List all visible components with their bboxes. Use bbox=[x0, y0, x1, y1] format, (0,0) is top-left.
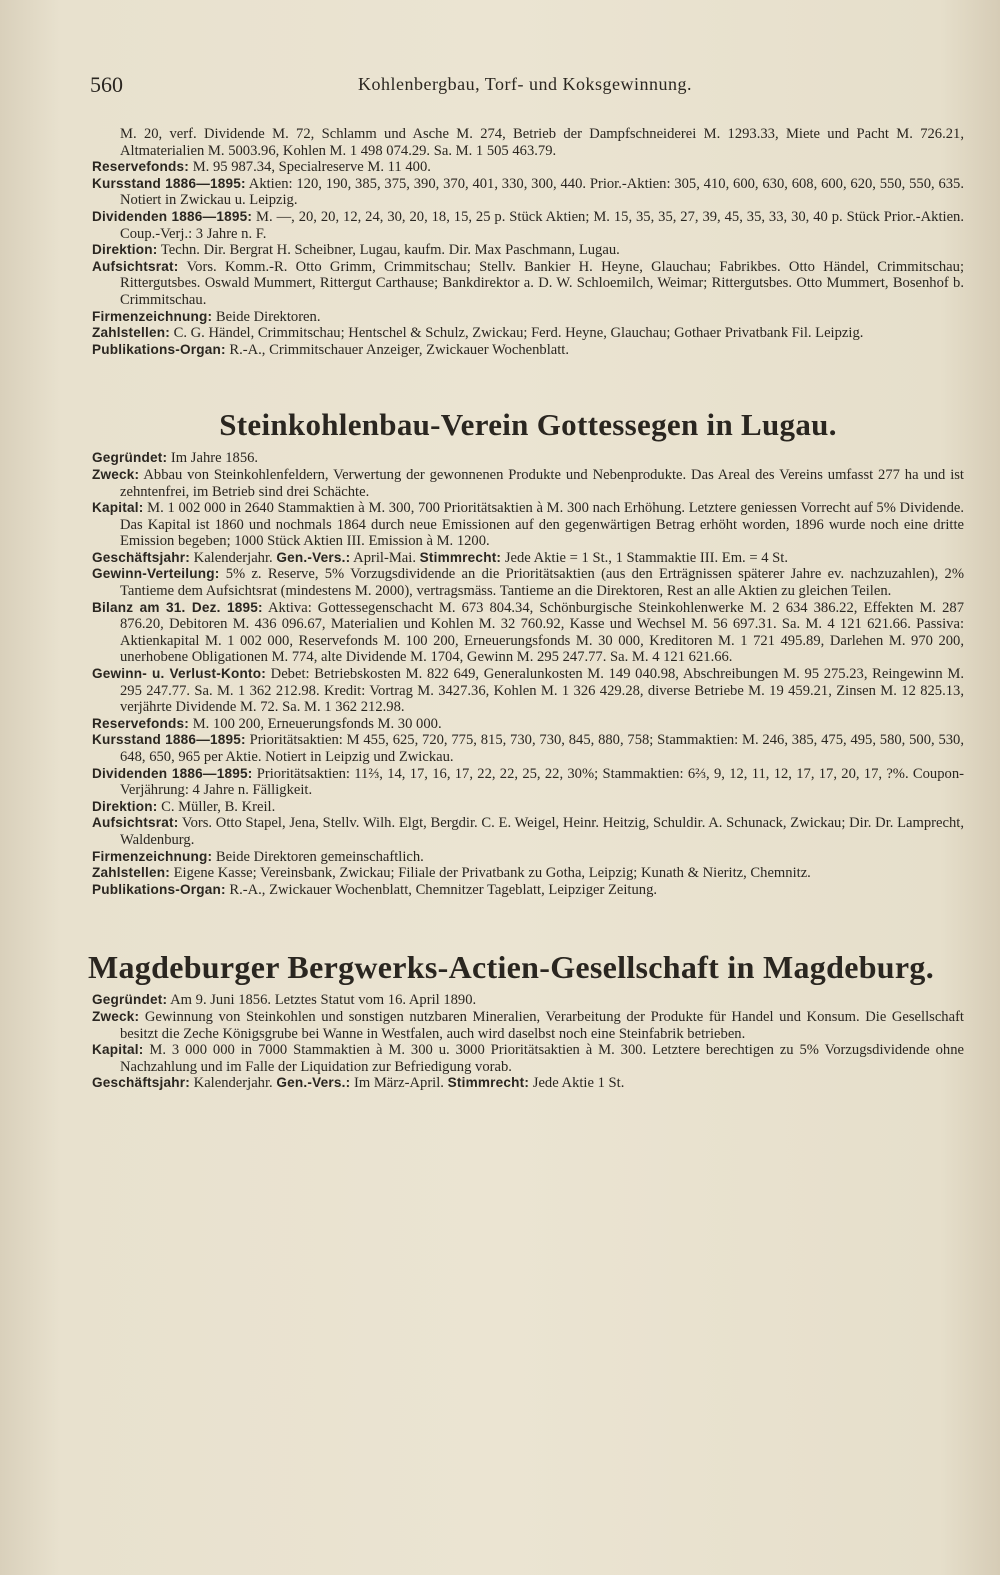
entry-text: Kalenderjahr. bbox=[193, 549, 273, 566]
company-section-gottessegen bbox=[92, 408, 964, 898]
entry-label: Zweck: bbox=[92, 466, 140, 482]
company-title: Magdeburger Bergwerks-Actien-Gesellschaft in Magdeburg. bbox=[88, 949, 934, 986]
entry-text: Im Jahre 1856. bbox=[170, 450, 259, 467]
entry-text: Techn. Dir. Bergrat H. Scheibner, Lugau, kaufm. Dir. Max Paschmann, Lugau. bbox=[160, 242, 620, 259]
entry-text: Aktien: 120, 190, 385, 375, 390, 370, 401, 330, 300, 440. Prior.-Aktien: 305, 410, 600, 630, 608, 600, 620, 550, 550, 635. Notiert in Zwickau u. Leipzig. bbox=[120, 175, 964, 209]
entry-label: Gen.-Vers.: bbox=[276, 1075, 351, 1091]
company-title: Steinkohlenbau-Verein Gottessegen in Lugau. bbox=[219, 407, 837, 443]
entry-label: Kapital: bbox=[92, 1042, 144, 1058]
entry-publikations-organ bbox=[92, 882, 964, 899]
entry-direktion bbox=[92, 242, 964, 259]
entry-text: M. 3 000 000 in 7000 Stammaktien à M. 300 u. 3000 Prioritätsaktien à M. 300. Letztere berechtigen zu 5% Vorzugsdividende ohne Nachzahlung und im Falle der Liquidation zur Befriedigung vorab. bbox=[120, 1042, 964, 1075]
entry-zahlstellen bbox=[92, 325, 964, 342]
entry-label: Dividenden 1886—1895: bbox=[92, 765, 253, 781]
entry-continuation bbox=[92, 126, 964, 159]
entry-kursstand bbox=[92, 732, 964, 765]
entry-gewinn-verteilung bbox=[92, 566, 964, 599]
running-head bbox=[90, 72, 960, 102]
entry-label: Zweck: bbox=[92, 1008, 140, 1024]
entry-label: Aufsichtsrat: bbox=[92, 258, 179, 274]
entry-geschaeftsjahr bbox=[92, 550, 964, 567]
entry-text: Beide Direktoren gemeinschaftlich. bbox=[215, 848, 424, 865]
entry-direktion bbox=[92, 799, 964, 816]
entry-label: Reservefonds: bbox=[92, 715, 190, 731]
entry-text: M. —, 20, 20, 12, 24, 30, 20, 18, 15, 25 p. Stück Aktien; M. 15, 35, 35, 27, 39, 45, 35, 33, 30, 40 p. Stück Prior.-Aktien. Coup.-Verj.: 3 Jahre n. F. bbox=[120, 208, 964, 242]
entry-label: Reservefonds: bbox=[92, 159, 190, 175]
entry-label: Gen.-Vers.: bbox=[276, 549, 351, 565]
entry-aufsichtsrat bbox=[92, 259, 964, 309]
entry-label: Bilanz am 31. Dez. 1895: bbox=[92, 599, 263, 615]
previous-section bbox=[92, 126, 964, 358]
entry-label: Firmenzeichnung: bbox=[92, 848, 213, 864]
entry-label: Publikations-Organ: bbox=[92, 881, 226, 897]
entry-label: Publikations-Organ: bbox=[92, 341, 226, 357]
entry-gegruendet bbox=[92, 450, 964, 467]
entry-text: Prioritätsaktien: M 455, 625, 720, 775, 815, 730, 730, 845, 880, 758; Stammaktien: M. 246, 385, 475, 495, 580, 500, 530, 648, 650, 965 per Aktie. Notiert in Leipzig und Zwickau. bbox=[120, 732, 964, 765]
entry-reservefonds bbox=[92, 159, 964, 176]
entry-kapital bbox=[92, 500, 964, 550]
entry-text: April-Mai. bbox=[353, 549, 416, 566]
entry-label: Direktion: bbox=[92, 242, 158, 258]
entry-publikations-organ bbox=[92, 342, 964, 359]
entry-label: Gegründet: bbox=[92, 450, 168, 466]
entry-label: Stimmrecht: bbox=[419, 549, 502, 565]
entry-label: Direktion: bbox=[92, 798, 158, 814]
entry-gewinn-verlust-konto bbox=[92, 666, 964, 716]
entry-text: Jede Aktie 1 St. bbox=[532, 1075, 625, 1092]
entry-aufsichtsrat bbox=[92, 815, 964, 848]
entry-text: C. G. Händel, Crimmitschau; Hentschel & Schulz, Zwickau; Ferd. Heyne, Glauchau; Gothaer Privatbank Fil. Leipzig. bbox=[173, 325, 864, 342]
entry-label: Gewinn- u. Verlust-Konto: bbox=[92, 666, 266, 682]
entry-label: Kapital: bbox=[92, 500, 144, 516]
entry-firmenzeichnung bbox=[92, 849, 964, 866]
entry-zweck bbox=[92, 467, 964, 500]
entry-label: Stimmrecht: bbox=[447, 1075, 530, 1091]
entry-text: M. 20, verf. Dividende M. 72, Schlamm und Asche M. 274, Betrieb der Dampfschneiderei M. 1293.33, Miete und Pacht M. 726.21, Altmaterialien M. 5003.96, Kohlen M. 1 498 074.29. Sa. M. 1 505 463.79. bbox=[120, 126, 964, 159]
entry-label: Gewinn-Verteilung: bbox=[92, 566, 220, 582]
entry-text: Vors. Otto Stapel, Jena, Stellv. Wilh. Elgt, Bergdir. C. E. Weigel, Heinr. Heitzig, Schuldir. A. Schunack, Zwickau; Dir. Dr. Lamprecht, Waldenburg. bbox=[120, 815, 964, 848]
company-section-magdeburger bbox=[88, 949, 964, 1092]
entry-kapital bbox=[92, 1042, 964, 1075]
entry-label: Geschäftsjahr: bbox=[92, 549, 190, 565]
entry-dividenden bbox=[92, 766, 964, 799]
entry-bilanz bbox=[92, 600, 964, 666]
entry-label: Geschäftsjahr: bbox=[92, 1075, 190, 1091]
entry-text: C. Müller, B. Kreil. bbox=[161, 798, 276, 815]
entry-label: Kursstand 1886—1895: bbox=[92, 732, 246, 748]
entry-text: Gewinnung von Steinkohlen und sonstigen nutzbaren Mineralien, Verarbeitung der Produkte für Handel und Konsum. Die Gesellschaft besitzt die Zeche Königsgrube bei Wanne in Westfalen, auch wird daselbst noch eine Steinfabrik betrieben. bbox=[120, 1008, 964, 1042]
page-content bbox=[88, 126, 965, 1092]
entry-text: R.-A., Zwickauer Wochenblatt, Chemnitzer Tageblatt, Leipziger Zeitung. bbox=[229, 881, 658, 898]
entry-label: Dividenden 1886—1895: bbox=[92, 208, 253, 224]
entry-label: Gegründet: bbox=[92, 992, 168, 1008]
entry-label: Firmenzeichnung: bbox=[92, 308, 213, 324]
entry-text: Kalenderjahr. bbox=[193, 1075, 273, 1092]
entry-label: Zahlstellen: bbox=[92, 325, 170, 341]
entry-text: Am 9. Juni 1856. Letztes Statut vom 16. April 1890. bbox=[170, 992, 477, 1009]
entry-reservefonds bbox=[92, 716, 964, 733]
entry-text: M. 1 002 000 in 2640 Stammaktien à M. 300, 700 Prioritätsaktien à M. 300 nach Erhöhung. Letztere geniessen Vorrecht auf 5% Dividende. Das Kapital ist 1860 und nochmals 1864 durch neue Emissionen auf den gegenwärtigen Betrag erhöht worden, 1896 wurde noch eine dritte Emission begeben; 1000 Stück Aktien III. Emission à M. 1200. bbox=[120, 500, 964, 550]
entry-text: Aktiva: Gottessegenschacht M. 673 804.34, Schönburgische Steinkohlenwerke M. 2 634 386.22, Effekten M. 287 876.20, Debitoren M. 436 096.67, Materialien und Kohlen M. 32 760.92, Kasse und Wechsel M. 56 697.31. Sa. M. 4 121 621.66. Passiva: Aktienkapital M. 1 002 000, Reservefonds M. 100 200, Erneuerungsfonds M. 30 000, Kreditoren M. 1 721 495.89, Darlehen M. 970 200, unerhobene Obligationen M. 774, alte Dividende M. 1704, Gewinn M. 295 247.77. Sa. M. 4 121 621.66. bbox=[120, 599, 965, 666]
entry-text: Vors. Komm.-R. Otto Grimm, Crimmitschau; Stellv. Bankier H. Heyne, Glauchau; Fabrikbes. Otto Händel, Crimmitschau; Rittergutsbes. Oswald Mummert, Rittergut Carthause; Bankdirektor a. D. W. Schloemilch, Weimar; Rittergutsbes. Otto Mummert, Bosenhof b. Crimmitschau. bbox=[120, 258, 964, 308]
entry-text: Im März-April. bbox=[353, 1075, 444, 1092]
entry-text: 5% z. Reserve, 5% Vorzugsdividende an die Prioritätsaktien (aus den Erträgnissen späterer Jahre ev. nachzuzahlen), 2% Tantieme dem Aufsichtsrat (mindestens M. 2000), vertragsmäss. Tantieme an die Direktoren, Rest an alle Aktien zu gleichen Teilen. bbox=[120, 566, 964, 600]
entry-text: Eigene Kasse; Vereinsbank, Zwickau; Filiale der Privatbank zu Gotha, Leipzig; Kunath & Nieritz, Chemnitz. bbox=[173, 865, 811, 882]
entry-text: Abbau von Steinkohlenfeldern, Verwertung der gewonnenen Produkte und Nebenprodukte. Das Areal des Vereins umfasst 277 ha und ist zehntenfrei, im Betrieb sind drei Schächte. bbox=[120, 466, 964, 500]
entry-gegruendet bbox=[92, 992, 964, 1009]
entry-text: M. 100 200, Erneuerungsfonds M. 30 000. bbox=[192, 715, 442, 732]
entry-zahlstellen bbox=[92, 865, 964, 882]
running-title: Kohlenbergbau, Torf- und Koksgewinnung. bbox=[357, 74, 693, 94]
entry-zweck bbox=[92, 1009, 964, 1042]
entry-text: Prioritätsaktien: 11⅔, 14, 17, 16, 17, 22, 22, 25, 22, 30%; Stammaktien: 6⅔, 9, 12, 11, 12, 17, 17, 20, 17, ?%. Coupon-Verjährung: 4 Jahre n. Fälligkeit. bbox=[120, 765, 964, 799]
entry-geschaeftsjahr bbox=[92, 1075, 964, 1092]
entry-label: Kursstand 1886—1895: bbox=[92, 175, 246, 191]
entry-kursstand bbox=[92, 176, 964, 209]
entry-text: R.-A., Crimmitschauer Anzeiger, Zwickauer Wochenblatt. bbox=[229, 341, 569, 358]
entry-text: Beide Direktoren. bbox=[215, 308, 321, 325]
entry-text: M. 95 987.34, Specialreserve M. 11 400. bbox=[192, 159, 431, 176]
entry-label: Aufsichtsrat: bbox=[92, 815, 179, 831]
entry-label: Zahlstellen: bbox=[92, 865, 170, 881]
page-number: 560 bbox=[90, 72, 123, 97]
entry-dividenden bbox=[92, 209, 964, 242]
entry-text: Debet: Betriebskosten M. 822 649, Generalunkosten M. 149 040.98, Abschreibungen M. 95 275.23, Reingewinn M. 295 247.77. Sa. M. 1 362 212.98. Kredit: Vortrag M. 3427.36, Kohlen M. 1 326 429.28, diverse Betriebe M. 19 459.21, Zinsen M. 12 825.13, verjährte Dividende M. 72. Sa. M. 1 362 212.98. bbox=[120, 666, 964, 716]
entry-text: Jede Aktie = 1 St., 1 Stammaktie III. Em. = 4 St. bbox=[504, 549, 788, 566]
entry-firmenzeichnung bbox=[92, 309, 964, 326]
